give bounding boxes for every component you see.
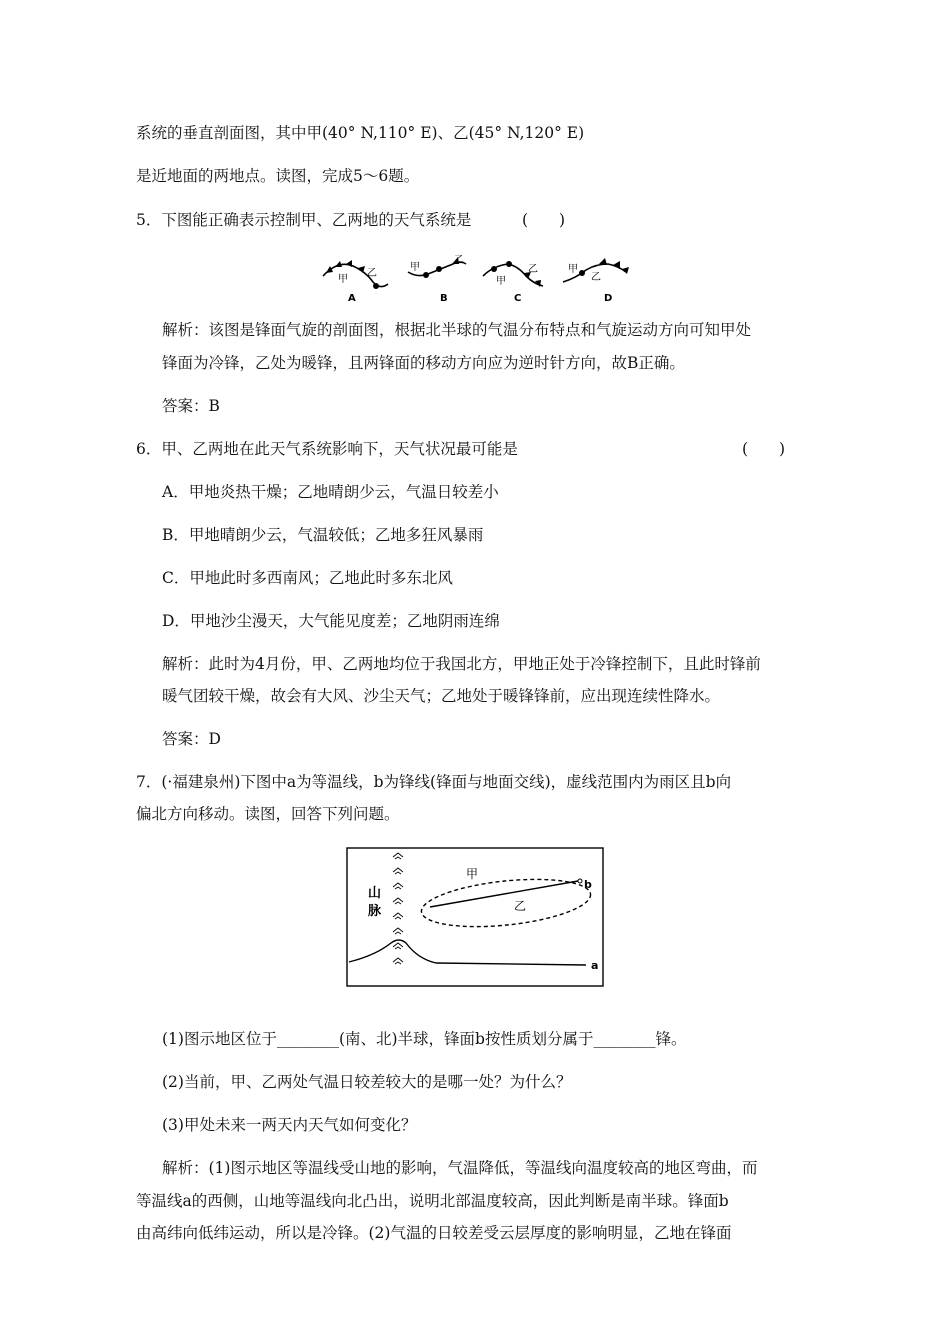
cold-front-triangle [599, 258, 607, 265]
q7-stem-line-2: 偏北方向移动。读图，回答下列问题。 [136, 805, 400, 823]
q5-b-jia: 甲 [410, 262, 420, 273]
q6-option-b: B．甲地晴朗少云，气温较低；乙地多狂风暴雨 [162, 526, 484, 544]
q7-sub-2: (2)当前，甲、乙两处气温日较差较大的是哪一处？为什么？ [162, 1073, 572, 1091]
q5-stem: 5．下图能正确表示控制甲、乙两地的天气系统是 [136, 211, 472, 229]
intro-line-1: 系统的垂直剖面图，其中甲(40° N,110° E)、乙(45° N,120° E) [136, 124, 585, 142]
q5-option-b [408, 254, 466, 304]
warm-front-semicircle [506, 261, 512, 267]
cold-front-triangle [326, 266, 333, 273]
warm-front-semicircle [579, 270, 585, 276]
front-line-a [323, 264, 388, 286]
q7-stem-line-1: 7．(·福建泉州)下图中a为等温线，b为锋线(锋面与地面交线)，虚线范围内为雨区且b向 [136, 773, 732, 791]
q5-d-yi: 乙 [591, 272, 601, 283]
q5-a-jia: 甲 [338, 274, 348, 285]
q5-analysis-line-1: 解析：该图是锋面气旋的剖面图，根据北半球的气温分布特点和气旋运动方向可知甲处 [162, 321, 752, 339]
isotherm-a-label: a [591, 959, 599, 972]
q7-analysis-line-3: 由高纬向低纬运动，所以是冷锋。(2)气温的日较差受云层厚度的影响明显，乙地在锋面 [136, 1224, 732, 1242]
q6-option-a: A．甲地炎热干燥；乙地晴朗少云，气温日较差小 [162, 483, 499, 501]
q5-a-label: A [348, 293, 356, 304]
q5-analysis-line-2: 锋面为冷锋，乙处为暖锋，且两锋面的移动方向应为逆时针方向，故B正确。 [162, 354, 685, 372]
q5-option-a [323, 260, 388, 304]
intro-line-2: 是近地面的两地点。读图，完成5～6题。 [136, 167, 420, 185]
mountain-range-symbols [393, 853, 403, 964]
q5-b-label: B [440, 293, 448, 304]
warm-front-semicircle [373, 283, 379, 289]
q5-option-d [563, 258, 629, 304]
mountain-label-top: 山 [368, 886, 382, 901]
q7-analysis-line-2: 等温线a的西侧，山地等温线向北凸出，说明北部温度较高，因此判断是南半球。锋面b [136, 1192, 729, 1210]
q5-answer: 答案：B [162, 397, 220, 415]
isotherm-a [349, 940, 586, 965]
location-jia: 甲 [466, 867, 479, 881]
front-b-label: b [584, 878, 592, 891]
warm-front-semicircle [491, 266, 497, 272]
q6-answer-paren: ( ) [742, 440, 786, 458]
q5-answer-paren: ( ) [522, 211, 566, 229]
q6-stem: 6．甲、乙两地在此天气系统影响下，天气状况最可能是 [136, 440, 518, 458]
front-line-b [430, 881, 578, 907]
q7-analysis-line-1: 解析：(1)图示地区等温线受山地的影响，气温降低，等温线向温度较高的地区弯曲，而 [162, 1159, 758, 1177]
q5-a-yi: 乙 [367, 268, 377, 279]
q6-analysis-line-1: 解析：此时为4月份，甲、乙两地均位于我国北方，甲地正处于冷锋控制下，且此时锋前 [162, 655, 761, 673]
q5-option-c [483, 261, 543, 304]
q5-c-yi: 乙 [528, 264, 538, 275]
q7-figure [346, 847, 604, 987]
q6-analysis-line-2: 暖气团较干燥，故会有大风、沙尘天气；乙地处于暖锋锋前，应出现连续性降水。 [162, 687, 721, 705]
q6-option-c: C．甲地此时多西南风；乙地此时多东北风 [162, 569, 453, 587]
warm-front-semicircle [436, 266, 442, 272]
q5-d-jia: 甲 [568, 264, 578, 275]
q5-b-yi: 乙 [454, 255, 464, 266]
q5-d-label: D [604, 293, 613, 304]
q7-sub-3: (3)甲处未来一两天内天气如何变化？ [162, 1116, 417, 1134]
warm-front-semicircle [423, 272, 429, 278]
cold-front-triangle [346, 260, 352, 267]
cold-front-triangle [335, 261, 342, 267]
front-end-point [578, 879, 582, 883]
rain-area-dashed [419, 872, 593, 934]
q5-c-jia: 甲 [496, 276, 506, 287]
q5-options-figure [318, 254, 648, 304]
q5-c-label: C [514, 293, 522, 304]
q6-answer: 答案：D [162, 730, 221, 748]
location-yi: 乙 [514, 899, 527, 913]
q7-sub-1: (1)图示地区位于________(南、北)半球，锋面b按性质划分属于________锋。 [162, 1030, 687, 1048]
mountain-label-bottom: 脉 [368, 904, 382, 919]
q6-option-d: D．甲地沙尘漫天，大气能见度差；乙地阴雨连绵 [162, 612, 500, 630]
